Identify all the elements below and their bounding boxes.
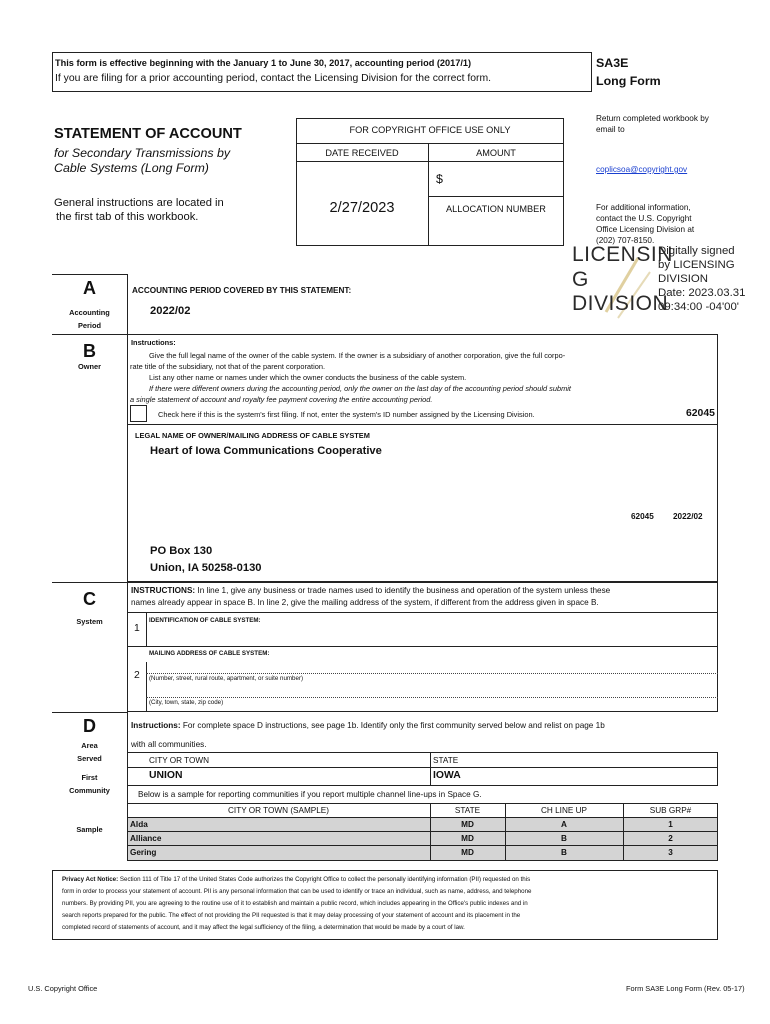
prior-period-line: If you are filing for a prior accounting period, contact the Licensing Division for the correct form.	[55, 73, 492, 84]
footer-form-revision: Form SA3E Long Form (Rev. 05-17)	[626, 984, 745, 993]
system-instructions-2: names already appear in space B. In line 2, give the mailing address of the system, if different from the address given in space B.	[131, 598, 599, 607]
privacy-notice-rest: Section 111 of Title 17 of the United States Code authorizes the Copyright Office to collect the personally identifying information (PII) requested on this	[118, 876, 531, 883]
space-d-letter: D	[83, 716, 96, 736]
space-b-letter: B	[83, 341, 96, 361]
first-community-state[interactable]: IOWA	[433, 770, 461, 781]
space-c-letter: C	[83, 589, 96, 609]
signature-name-1: LICENSIN	[572, 243, 673, 266]
sample-row-city: Alliance	[130, 834, 162, 843]
sample-row-state: MD	[461, 848, 474, 857]
city-state-zip-field[interactable]	[146, 697, 718, 698]
sample-row-subgroup: 3	[668, 848, 673, 857]
area-instructions-1	[131, 721, 605, 730]
date-received-label: DATE RECEIVED	[325, 148, 399, 158]
general-instructions-1: General instructions are located in	[54, 197, 224, 209]
space-a-label-1: Accounting	[69, 308, 110, 317]
signature-detail-4: Date: 2023.03.31	[658, 287, 746, 299]
statement-subtitle-2: Cable Systems (Long Form)	[54, 161, 209, 175]
date-received-value: 2/27/2023	[329, 200, 395, 216]
space-a-letter: A	[83, 278, 96, 298]
general-instructions-2: the first tab of this workbook.	[56, 211, 199, 223]
email-link[interactable]: coplicsoa@copyright.gov	[596, 165, 688, 174]
signature-detail-3: DIVISION	[658, 273, 709, 285]
owner-instructions-label: Instructions:	[131, 338, 176, 347]
space-a-label-2: Period	[78, 321, 101, 330]
first-community-table	[127, 752, 718, 786]
first-community-label-2: Community	[69, 786, 110, 795]
reference-system-id: 62045	[631, 512, 654, 521]
sample-header-state: STATE	[454, 806, 481, 815]
sample-row-subgroup: 2	[668, 834, 673, 843]
space-b-box	[127, 334, 718, 582]
form-code: SA3E	[596, 56, 629, 70]
effective-line: This form is effective beginning with the January 1 to June 30, 2017, accounting period (2017/1)	[55, 58, 472, 68]
first-community-city[interactable]: UNION	[149, 770, 183, 781]
sample-label: Sample	[76, 825, 103, 834]
sample-row-subgroup: 1	[668, 820, 673, 829]
sample-row-state: MD	[461, 820, 474, 829]
state-header: STATE	[433, 756, 459, 765]
area-instructions-bold: Instructions:	[131, 721, 181, 730]
privacy-line-2: form in order to process your statement of account. PII is any personal information that can be used to identify or trace an individual, such as name, address, and telephone	[62, 888, 532, 895]
system-id-value[interactable]: 62045	[686, 408, 715, 419]
return-info-1: Return completed workbook by	[596, 114, 709, 123]
statement-title: STATEMENT OF ACCOUNT	[54, 126, 242, 142]
privacy-line-1	[62, 876, 530, 883]
additional-info-3: Office Licensing Division at	[596, 225, 695, 234]
sample-row-city: Gering	[130, 848, 157, 857]
space-b-label: Owner	[78, 362, 101, 371]
city-header: CITY OR TOWN	[149, 756, 210, 765]
signature-detail-5: 09:34:00 -04'00'	[658, 301, 739, 313]
return-info-2: email to	[596, 125, 625, 134]
privacy-line-5: completed record of statements of account, and it may affect the legal sufficiency of the filing, a determination that would be made by a court of law.	[62, 924, 465, 931]
signature-detail-1: Digitally signed	[658, 245, 735, 257]
owner-name-value[interactable]: Heart of Iowa Communications Cooperative	[150, 445, 382, 457]
allocation-number-label: ALLOCATION NUMBER	[446, 204, 546, 214]
owner-address-line-2[interactable]: Union, IA 50258-0130	[150, 562, 262, 574]
owner-instructions-e: a single statement of account and royalty fee payment covering the entire accounting period.	[130, 395, 433, 404]
amount-label: AMOUNT	[476, 148, 516, 158]
space-c-label: System	[76, 617, 103, 626]
city-state-zip-hint: (City, town, state, zip code)	[149, 699, 224, 706]
sample-header-subgroup: SUB GRP#	[649, 806, 692, 815]
area-instructions-rest: For complete space D instructions, see page 1b. Identify only the first community served below and relist on page 1b	[180, 721, 605, 730]
signature-name-2: G	[572, 268, 589, 291]
system-instructions-1	[131, 586, 610, 595]
amount-dollar-sign: $	[436, 172, 443, 186]
owner-instructions-c: List any other name or names under which the owner conducts the business of the cable system.	[149, 373, 467, 382]
first-community-label-1: First	[81, 773, 98, 782]
additional-info-4: (202) 707-8150.	[596, 236, 655, 245]
first-filing-text: Check here if this is the system's first filing. If not, enter the system's ID number assigned by the Licensing Division.	[158, 410, 535, 419]
privacy-notice-bold: Privacy Act Notice:	[62, 876, 119, 883]
accounting-period-value[interactable]: 2022/02	[150, 305, 191, 317]
area-instructions-2: with all communities.	[131, 740, 207, 749]
sample-row-lineup: A	[561, 820, 567, 829]
office-use-box	[296, 118, 564, 246]
first-filing-checkbox[interactable]	[130, 405, 147, 422]
sample-header-city: CITY OR TOWN (SAMPLE)	[228, 806, 329, 815]
owner-instructions-d: If there were different owners during the accounting period, only the owner on the last day of the accounting period should submit	[149, 384, 571, 393]
footer-office: U.S. Copyright Office	[28, 984, 98, 993]
owner-instructions-b: rate title of the subsidiary, not that of the parent corporation.	[130, 362, 326, 371]
legal-name-label: LEGAL NAME OF OWNER/MAILING ADDRESS OF CABLE SYSTEM	[135, 431, 370, 440]
owner-instructions-a: Give the full legal name of the owner of the cable system. If the owner is a subsidiary of another corporation, give the full corpo-	[149, 351, 566, 360]
owner-address-line-1[interactable]: PO Box 130	[150, 545, 213, 557]
accounting-period-heading: ACCOUNTING PERIOD COVERED BY THIS STATEMENT:	[132, 286, 352, 295]
sample-row-city: Alda	[130, 820, 148, 829]
sample-row-lineup: B	[561, 834, 567, 843]
form-type: Long Form	[596, 74, 661, 88]
identification-label: IDENTIFICATION OF CABLE SYSTEM:	[149, 617, 261, 624]
sample-row-state: MD	[461, 834, 474, 843]
sample-row-lineup: B	[561, 848, 567, 857]
space-d-label-1: Area	[81, 741, 98, 750]
additional-info-1: For additional information,	[596, 203, 691, 212]
space-d-label-2: Served	[77, 754, 102, 763]
privacy-line-4: search reports prepared for the public. The effect of not providing the PII requested is that it may delay processing of your statement of account and its placement in the	[62, 912, 521, 919]
signature-detail-2: by LICENSING	[658, 259, 735, 271]
system-instructions-rest: In line 1, give any business or trade names used to identify the business and operation of the system unless these	[195, 586, 611, 595]
system-instructions-bold: INSTRUCTIONS:	[131, 586, 196, 595]
sample-header-lineup: CH LINE UP	[541, 806, 587, 815]
office-use-header: FOR COPYRIGHT OFFICE USE ONLY	[349, 125, 511, 135]
sample-note: Below is a sample for reporting communities if you report multiple channel line-ups in Space G.	[138, 790, 482, 799]
statement-subtitle-1: for Secondary Transmissions by	[54, 146, 231, 160]
street-address-hint: (Number, street, rural route, apartment, or suite number)	[149, 675, 304, 682]
additional-info-2: contact the U.S. Copyright	[596, 214, 692, 223]
reference-period: 2022/02	[673, 512, 703, 521]
privacy-line-3: numbers. By providing PII, you are agreeing to the routine use of it to establish and maintain a public record, which includes appearing in the Office's public indexes and in	[62, 900, 528, 907]
street-address-field[interactable]	[146, 673, 718, 674]
signature-name-3: DIVISION	[572, 292, 669, 315]
line-2-number: 2	[134, 670, 140, 681]
mailing-address-label: MAILING ADDRESS OF CABLE SYSTEM:	[149, 650, 270, 657]
line-1-number: 1	[134, 623, 140, 634]
